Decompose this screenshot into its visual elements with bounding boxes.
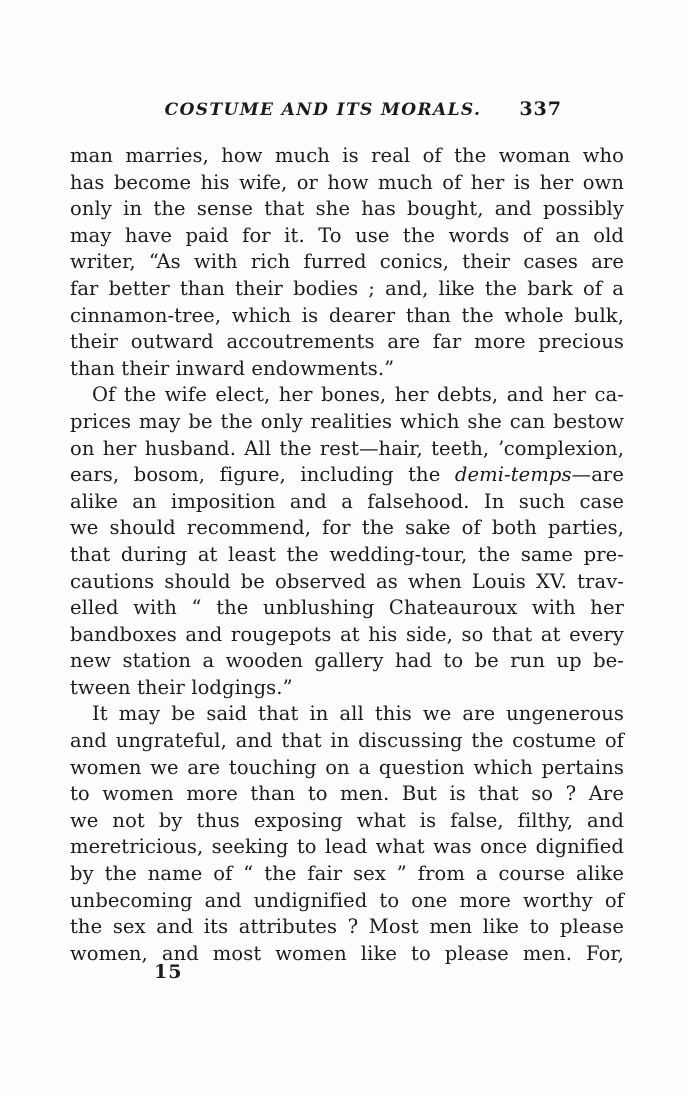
text-run: the sex and its attributes ? Most men like to please (70, 915, 624, 939)
text-line (70, 303, 624, 330)
text-line (70, 808, 624, 835)
text-run: and ungrateful, and that in discussing the costume of (70, 729, 624, 753)
text-line (70, 382, 624, 409)
text-line (70, 515, 624, 542)
text-line (70, 675, 624, 702)
text-line (70, 356, 624, 383)
page-number: 337 (519, 98, 562, 120)
text-run: has become his wife, or how much of her is her own (70, 170, 624, 194)
text-run: that during at least the wedding-tour, the same pre- (70, 542, 624, 566)
text-run: new station a wooden gallery had to be run up be- (70, 649, 624, 673)
text-run: far better than their bodies ; and, like the bark of a (70, 276, 624, 300)
text-run: we not by thus exposing what is false, filthy, and (70, 808, 624, 832)
text-run: we should recommend, for the sake of both parties, (70, 516, 624, 540)
text-line (70, 728, 624, 755)
text-run: their outward accoutrements are far more precious (70, 330, 624, 354)
text-line (70, 249, 624, 276)
text-run: by the name of “ the fair sex ” from a course alike (70, 862, 624, 886)
text-run: meretricious, seeking to lead what was once dignified (70, 835, 624, 859)
text-line (70, 648, 624, 675)
text-run: on her husband. All the rest—hair, teeth, ʼcomplexion, (70, 436, 624, 460)
text-line (70, 329, 624, 356)
text-block (70, 143, 624, 967)
text-line (70, 170, 624, 197)
text-line (70, 569, 624, 596)
text-line (70, 223, 624, 250)
text-line (70, 755, 624, 782)
text-run: may have paid for it. To use the words of an old (70, 223, 624, 247)
text-line (70, 196, 624, 223)
text-line (70, 409, 624, 436)
text-run: alike an imposition and a falsehood. In such case (70, 489, 624, 513)
text-run: man marries, how much is real of the woman who (70, 144, 624, 167)
text-run: cinnamon-tree, which is dearer than the whole bulk, (70, 303, 624, 327)
text-line (70, 595, 624, 622)
text-run: prices may be the only realities which she can bestow (70, 409, 624, 433)
text-line (70, 861, 624, 888)
text-run: It may be said that in all this we are ungenerous (92, 702, 624, 726)
text-line (70, 622, 624, 649)
signature-mark: 15 (154, 961, 183, 983)
text-run: writer, “As with rich furred conics, their cases are (70, 250, 624, 274)
text-run: elled with “ the unblushing Chateauroux with her (70, 596, 624, 620)
text-line (70, 701, 624, 728)
text-line (70, 276, 624, 303)
text-run: unbecoming and undignified to one more worthy of (70, 888, 624, 912)
text-run: cautions should be observed as when Louis XV. trav- (70, 569, 624, 593)
text-line (70, 489, 624, 516)
text-run: ears, bosom, figure, including the (70, 463, 455, 487)
running-title: COSTUME AND ITS MORALS. (164, 100, 482, 120)
text-run: only in the sense that she has bought, and possibly (70, 197, 624, 221)
text-line (70, 781, 624, 808)
text-run: tween their lodgings.” (70, 675, 293, 699)
text-line (70, 834, 624, 861)
text-line (70, 888, 624, 915)
text-line (70, 542, 624, 569)
text-run: —are (571, 463, 624, 487)
text-run: than their inward endowments.” (70, 356, 395, 380)
running-head (70, 100, 624, 126)
text-line (70, 143, 624, 170)
text-line (70, 914, 624, 941)
text-run: women, and most women like to please men. For, (70, 941, 624, 965)
text-line (70, 436, 624, 463)
italic-phrase: demi-temps (454, 463, 572, 487)
text-run: Of the wife elect, her bones, her debts, and her ca- (92, 383, 624, 407)
text-line (70, 462, 624, 489)
text-run: women we are touching on a question which pertains (70, 755, 624, 779)
text-run: bandboxes and rougepots at his side, so that at every (70, 622, 624, 646)
text-run: to women more than to men. But is that so ? Are (70, 782, 624, 806)
